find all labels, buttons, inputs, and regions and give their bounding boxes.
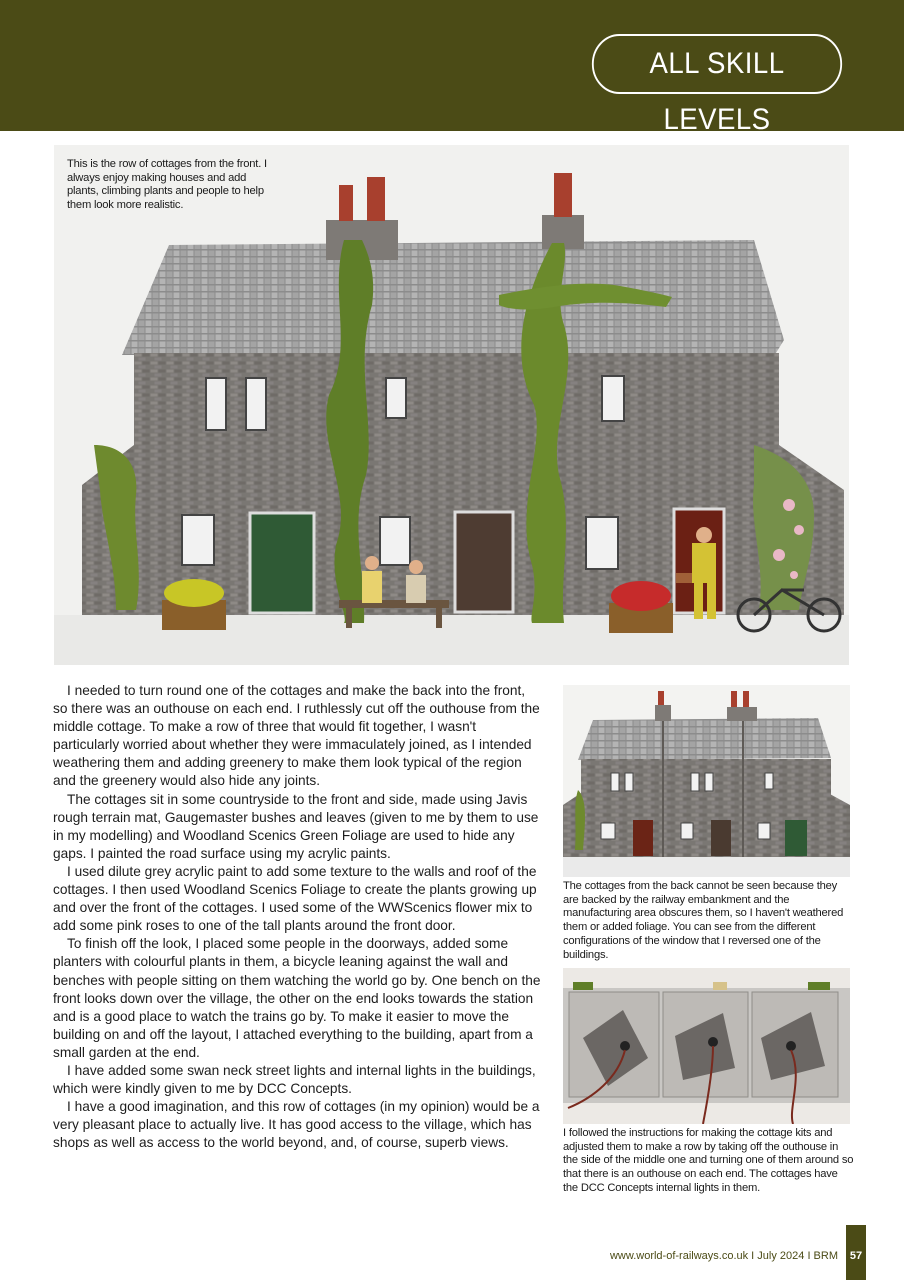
- main-photo-cottages-front: [54, 145, 849, 665]
- paragraph: I have a good imagination, and this row of cottages (in my opinion) would be a very pleasant place to actually live. It has good access to the village, which has shops as well as access to the world beyond, and, of course, superb views.: [53, 1099, 540, 1151]
- side-photo-cottages-back: [563, 685, 850, 877]
- skill-level-badge: ALL SKILL LEVELS: [592, 34, 842, 94]
- paragraph: I needed to turn round one of the cottages and make the back into the front, so there was an outhouse on each end. I ruthlessly cut off the outhouse from the middle cottage. To make a row of three that would fit together, I wasn't particularly worried about whether they were immaculately joined, as I intended weathering them and adding greenery to make them look typical of the region and the greenery would also hide any joints.: [53, 683, 540, 789]
- cottages-front-illustration: [54, 145, 849, 665]
- side-photo-1-caption: The cottages from the back cannot be seen because they are backed by the railway embankment and the manufacturing area obscures them, so I haven't weathered them or added foliage. You can see from the different configurations of the window that I reversed one of the buildings.: [563, 880, 844, 961]
- cottage-interior-illustration: [563, 968, 850, 1124]
- article-body: [53, 682, 543, 1152]
- side-photo-2-caption: I followed the instructions for making the cottage kits and adjusted them to make a row by taking off the outhouse in the side of the middle one and turning one of them around so that there is an outhouse on each end. The cottages have the DCC Concepts internal lights in them.: [563, 1127, 854, 1194]
- cottages-back-illustration: [563, 685, 850, 877]
- page-number: 57: [849, 1250, 863, 1262]
- paragraph: I have added some swan neck street lights and internal lights in the buildings, which were kindly given to me by DCC Concepts.: [53, 1062, 536, 1097]
- side-photo-cottage-interiors: [563, 968, 850, 1124]
- paragraph: I used dilute grey acrylic paint to add some texture to the walls and roof of the cottages. I then used Woodland Scenics Foliage to create the plants growing up and over the front of the cottages. I used some of the WWScenics flower mix to add some pink roses to one of the tall plants around the front door.: [53, 863, 537, 934]
- paragraph: The cottages sit in some countryside to the front and side, made using Javis rough terrain mat, Gaugemaster bushes and leaves (given to me by them to use in my modelling) and Woodland Scenics Green Foliage are used to hide any gaps. I painted the road surface using my acrylic paints.: [53, 791, 539, 861]
- header-band: [0, 0, 904, 136]
- footer-url: www.world-of-railways.co.uk I July 2024 I BRM: [609, 1250, 838, 1262]
- main-photo-caption: This is the row of cottages from the front. I always enjoy making houses and add plants, climbing plants and people to help them look more realistic.: [67, 158, 267, 211]
- paragraph: To finish off the look, I placed some people in the doorways, added some planters with colourful plants in them, a bicycle leaning against the wall and benches with people sitting on them watching the world go by. One bench on the front looks down over the village, the other on the end looks towards the station and is a good place to watch the trains go by. To make it easier to move the building on and off the layout, I attached everything to the building, apart from a small garden at the end.: [53, 936, 541, 1060]
